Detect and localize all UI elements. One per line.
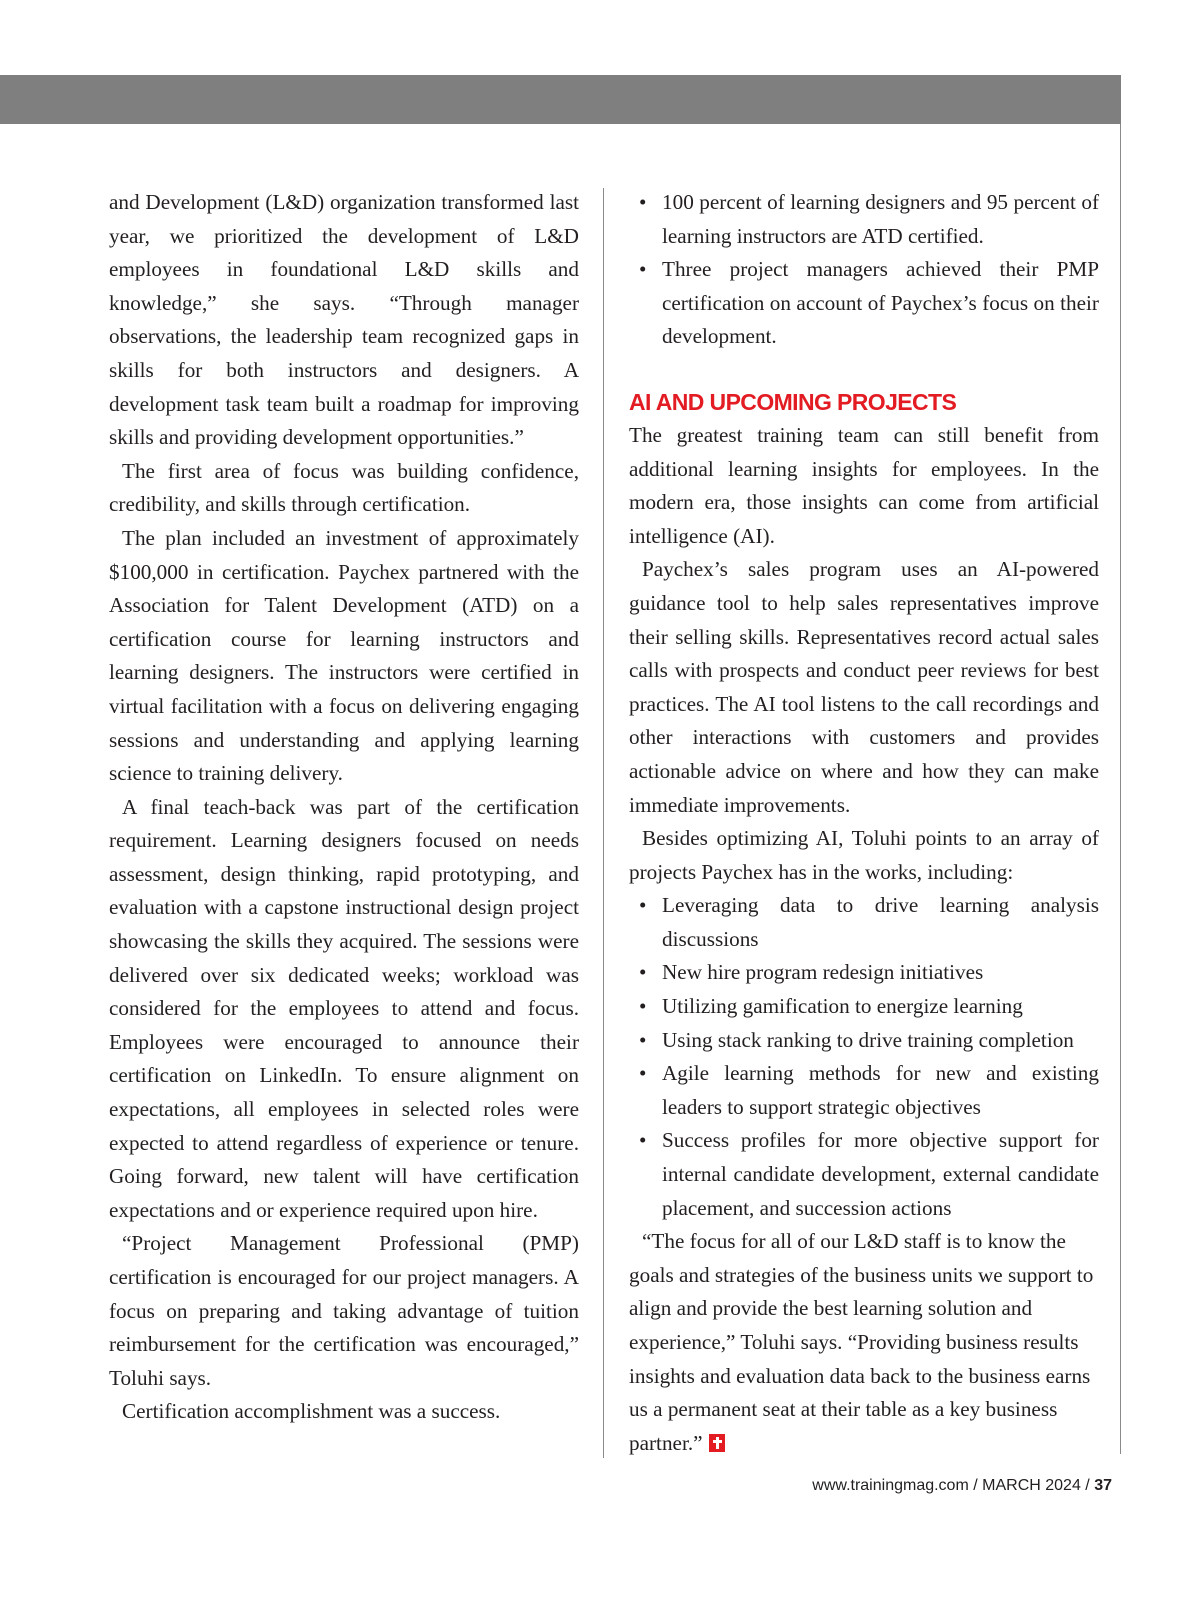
header-bar [0,75,1121,124]
body-paragraph: and Development (L&D) organization transformed last year, we prioritized the development of L&D employees in foundational L&D skills and knowledge,” she says. “Through manager observations, the leadership team recognized gaps in skills for both instructors and designers. A development task team built a roadmap for improving skills and providing development opportunities.” [109,190,579,450]
footer-site: www.trainingmag.com [812,1477,969,1494]
body-paragraph: Besides optimizing AI, Toluhi points to an array of projects Paychex has in the works, including: [629,826,1099,884]
right-column [629,186,1099,1460]
body-paragraph: The plan included an investment of approximately $100,000 in certification. Paychex partnered with the Association for Talent Development (ATD) on a certification course for learning instructors and learning designers. The instructors were certified in virtual facilitation with a focus on delivering engaging sessions and understanding and applying learning science to training delivery. [109,525,579,786]
page-right-rule [1120,124,1121,1454]
body-paragraph: The greatest training team can still benefit from additional learning insights for employees. In the modern era, those insights can come from artificial intelligence (AI). [629,422,1099,548]
body-paragraph: Certification accomplishment was a success. [122,1399,501,1424]
list-item: • Agile learning methods for new and existing leaders to support strategic objectives [629,1057,1099,1124]
footer-issue: MARCH 2024 [982,1477,1081,1494]
closing-paragraph-text: “The focus for all of our L&D staff is to know the goals and strategies of the business units we support to align and provide the best learning solution and experience,” Toluhi says. “Providing business results insights and evaluation data back to the business earns us a permanent seat at their table as a key business partner.” [629,1229,1094,1455]
list-item: • Utilizing gamification to energize learning [629,990,1099,1024]
certification-results-list [629,186,1099,354]
body-paragraph: A final teach-back was part of the certification requirement. Learning designers focused on needs assessment, design thinking, rapid prototyping, and evaluation with a capstone instructional design project showcasing the skills they acquired. The sessions were delivered over six dedicated weeks; workload was considered for the employees to attend and focus. Employees were encouraged to announce their certification on LinkedIn. To ensure alignment on expectations, all employees in selected roles were expected to attend regardless of experience or tenure. Going forward, new talent will have certification expectations and or experience required upon hire. [109,794,579,1222]
page-number: 37 [1094,1477,1112,1494]
body-paragraph: Paychex’s sales program uses an AI-powered guidance tool to help sales representatives improve their selling skills. Representatives record actual sales calls with prospects and conduct peer reviews for best practices. The AI tool listens to the call recordings and other interactions with customers and provides actionable advice on where and how they can make immediate improvements. [629,557,1099,817]
column-divider [603,188,604,1458]
list-item: • Success profiles for more objective support for internal candidate development, external candidate placement, and succession actions [629,1124,1099,1225]
list-item: • Leveraging data to drive learning analysis discussions [629,889,1099,956]
closing-paragraph [629,1225,1099,1460]
left-column [109,186,579,1429]
body-paragraph: The first area of focus was building confidence, credibility, and skills through certification. [109,458,579,517]
list-item: • Three project managers achieved their PMP certification on account of Paychex’s focus on their development. [629,253,1099,354]
list-item: • Using stack ranking to drive training completion [629,1024,1099,1058]
training-t-logo-icon [709,1434,725,1452]
section-heading: AI AND UPCOMING PROJECTS [629,388,957,415]
list-item: • New hire program redesign initiatives [629,956,1099,990]
list-item: • 100 percent of learning designers and 95 percent of learning instructors are ATD certified. [629,186,1099,253]
footer-separator: / [973,1477,978,1494]
page-footer [812,1477,1112,1495]
body-paragraph: “Project Management Professional (PMP) certification is encouraged for our project managers. A focus on preparing and taking advantage of tuition reimbursement for the certification was encouraged,” Toluhi says. [109,1231,579,1390]
projects-list [629,889,1099,1225]
footer-separator: / [1085,1477,1090,1494]
